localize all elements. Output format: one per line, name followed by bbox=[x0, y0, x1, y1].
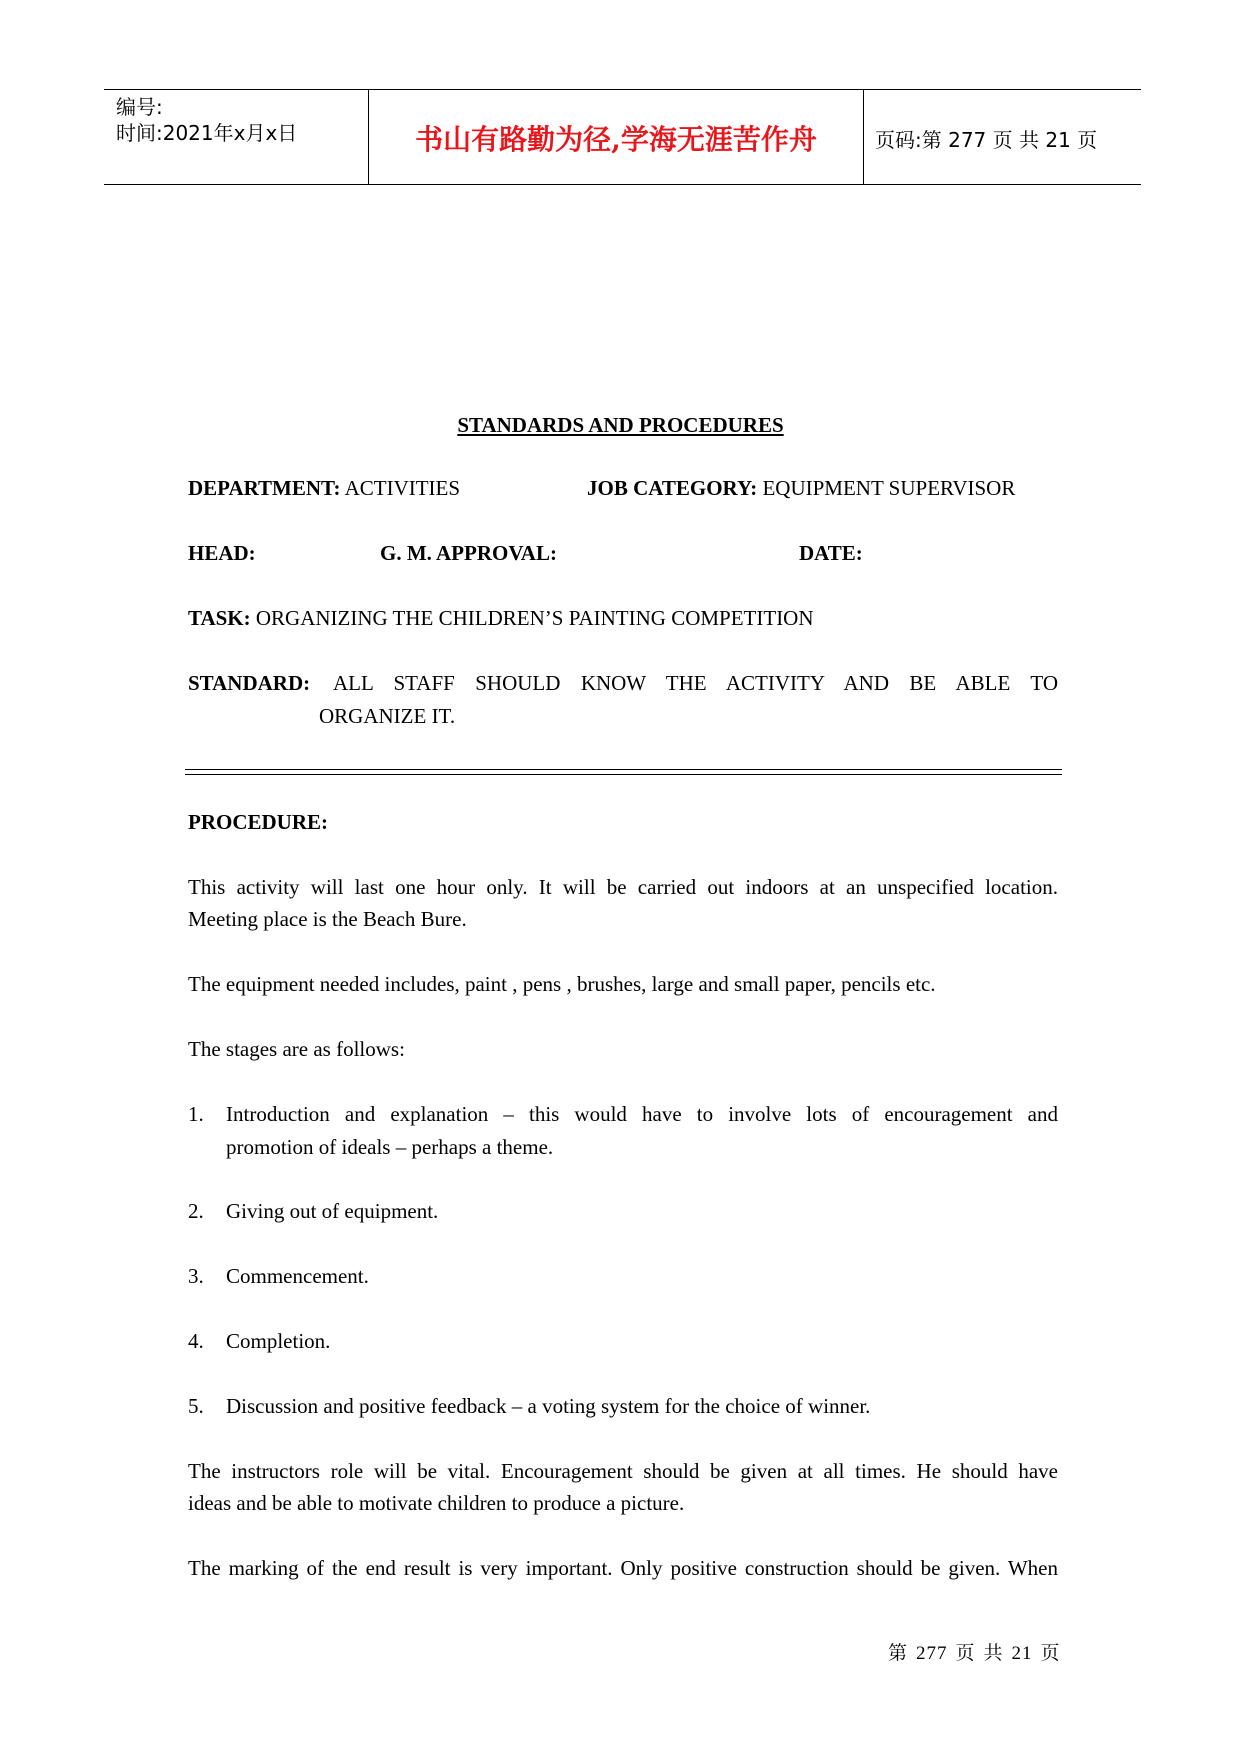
procedure-label: PROCEDURE: bbox=[188, 810, 328, 834]
date-label: DATE: bbox=[799, 541, 863, 565]
job-category-line bbox=[587, 472, 1015, 505]
motto-text: 书山有路勤为径,学海无涯苦作舟 bbox=[415, 123, 817, 156]
list-item-text-continued: promotion of ideals – perhaps a theme. bbox=[226, 1135, 554, 1159]
footer-page-prefix: 第 bbox=[888, 1643, 909, 1664]
header-page-number: 页码:第 277 页 共 21 页 bbox=[875, 128, 1098, 152]
list-item-text: Introduction and explanation – this would have to involve lots of encouragement and bbox=[226, 1102, 1058, 1126]
task-line bbox=[188, 602, 814, 635]
job-category-label: JOB CATEGORY: bbox=[587, 476, 758, 500]
standard-label: STANDARD: bbox=[188, 671, 311, 695]
divider-rule-bottom bbox=[185, 774, 1062, 775]
paragraph-5-line-1: The marking of the end result is very important. Only positive construction should be given. When bbox=[188, 1556, 1058, 1580]
footer-page-mid: 页 bbox=[955, 1643, 976, 1664]
list-item-number: 3. bbox=[188, 1264, 204, 1288]
list-item-number: 5. bbox=[188, 1394, 204, 1418]
divider-rule-top bbox=[185, 769, 1062, 770]
standard-line-2: ORGANIZE IT. bbox=[319, 704, 456, 728]
standard-line-1: ALL STAFF SHOULD KNOW THE ACTIVITY AND BE ABLE TO bbox=[333, 671, 1058, 695]
department-value: ACTIVITIES bbox=[340, 476, 461, 500]
list-item-text: Discussion and positive feedback – a voting system for the choice of winner. bbox=[226, 1394, 871, 1418]
header-meta-cell bbox=[104, 90, 368, 184]
footer-page-number: 277 bbox=[916, 1643, 948, 1664]
time-label: 时间:2021年x月x日 bbox=[116, 121, 298, 145]
job-category-value: EQUIPMENT SUPERVISOR bbox=[757, 476, 1016, 500]
list-item-text: Giving out of equipment. bbox=[226, 1199, 439, 1223]
page-footer bbox=[888, 1638, 1069, 1665]
footer-total-suffix: 页 bbox=[1040, 1643, 1061, 1664]
head-label: HEAD: bbox=[188, 541, 256, 565]
list-item-number: 1. bbox=[188, 1102, 204, 1126]
paragraph-4-line-2: ideas and be able to motivate children to produce a picture. bbox=[188, 1491, 685, 1515]
footer-total-number: 21 bbox=[1011, 1643, 1033, 1664]
task-value: ORGANIZING THE CHILDREN’S PAINTING COMPETITION bbox=[250, 606, 814, 630]
document-title: STANDARDS AND PROCEDURES bbox=[457, 413, 784, 437]
footer-total-prefix: 共 bbox=[983, 1643, 1004, 1664]
department-line bbox=[188, 472, 460, 505]
gm-approval-label: G. M. APPROVAL: bbox=[380, 541, 557, 565]
header-motto-cell bbox=[368, 90, 864, 184]
paragraph-1-line-2: Meeting place is the Beach Bure. bbox=[188, 907, 467, 931]
header-table bbox=[104, 89, 1141, 185]
paragraph-2: The equipment needed includes, paint , pens , brushes, large and small paper, pencils etc. bbox=[188, 972, 936, 996]
list-item-number: 4. bbox=[188, 1329, 204, 1353]
list-item-text: Commencement. bbox=[226, 1264, 369, 1288]
task-label: TASK: bbox=[188, 606, 251, 630]
list-item-number: 2. bbox=[188, 1199, 204, 1223]
list-item-text: Completion. bbox=[226, 1329, 331, 1353]
paragraph-3: The stages are as follows: bbox=[188, 1037, 405, 1061]
paragraph-4-line-1: The instructors role will be vital. Encouragement should be given at all times. He should have bbox=[188, 1459, 1058, 1483]
header-page-cell bbox=[863, 90, 1141, 184]
department-label: DEPARTMENT: bbox=[188, 476, 341, 500]
paragraph-1-line-1: This activity will last one hour only. It will be carried out indoors at an unspecified location. bbox=[188, 875, 1058, 899]
serial-label: 编号: bbox=[116, 95, 163, 119]
